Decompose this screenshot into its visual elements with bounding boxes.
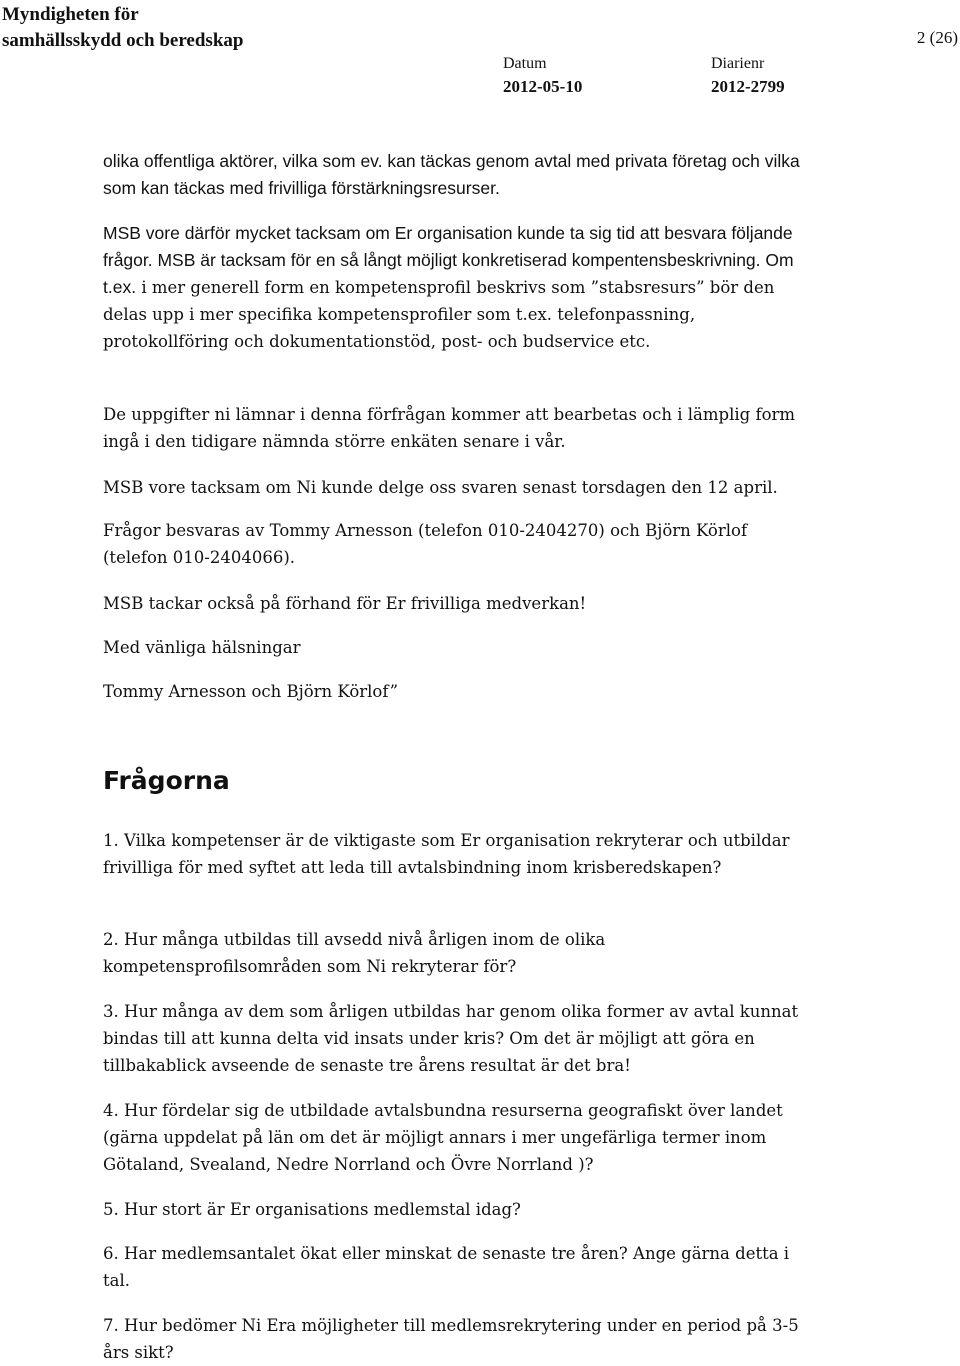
- paragraph-2: [103, 220, 803, 355]
- paragraph-5: Frågor besvaras av Tommy Arnesson (telefon 010-2404270) och Björn Körlof (telefon 010-2404066).: [103, 521, 748, 567]
- org-line-1: Myndigheten för: [2, 4, 139, 25]
- paragraph-3: De uppgifter ni lämnar i denna förfrågan kommer att bearbetas och i lämplig form ingå i den tidigare nämnda större enkäten senare i vår.: [103, 405, 796, 451]
- dnr-value: 2012-2799: [711, 77, 785, 96]
- question-2: 2. Hur många utbildas till avsedd nivå årligen inom de olika kompetensprofilsområden som Ni rekryterar för?: [103, 930, 606, 976]
- question-3: 3. Hur många av dem som årligen utbildas har genom olika former av avtal kunnat bindas till att kunna delta vid insats under kris? Om det är möjligt att göra en tillbakablick avseende de senaste tre årens resultat är det bra!: [103, 1002, 799, 1075]
- date-value: 2012-05-10: [503, 77, 583, 96]
- dnr-block: [711, 52, 785, 98]
- paragraph-4: MSB vore tacksam om Ni kunde delge oss svaren senast torsdagen den 12 april.: [103, 478, 778, 497]
- organization-name: [2, 2, 243, 54]
- paragraph-1: olika offentliga aktörer, vilka som ev. kan täckas genom avtal med privata företag och vilka som kan täckas med frivilliga förstärkningsresurser.: [103, 151, 800, 198]
- question-1: 1. Vilka kompetenser är de viktigaste som Er organisation rekryterar och utbildar frivilliga för med syftet att leda till avtalsbindning inom krisberedskapen?: [103, 831, 790, 877]
- org-line-2: samhällsskydd och beredskap: [2, 30, 244, 51]
- paragraph-2-part-1: MSB vore därför mycket tacksam om Er organisation kunde ta sig tid att besvara följande frågor. MSB är tacksam för en så långt möjligt konkretiserad kompentensbeskrivning. Om t.ex.: [103, 223, 794, 297]
- question-6: 6. Har medlemsantalet ökat eller minskat de senaste tre åren? Ange gärna detta i tal.: [103, 1244, 790, 1290]
- date-block: [503, 52, 582, 98]
- paragraph-7: Med vänliga hälsningar: [103, 638, 301, 657]
- question-4: 4. Hur fördelar sig de utbildade avtalsbundna resurserna geografiskt över landet (gärna uppdelat på län om det är möjligt annars i mer ungefärliga termer inom Götaland, Svealand, Nedre Norrland och Övre Norrland )?: [103, 1101, 783, 1174]
- paragraph-8: Tommy Arnesson och Björn Körlof”: [103, 682, 399, 701]
- dnr-label: Diarienr: [711, 55, 765, 72]
- section-heading: Frågorna: [103, 766, 230, 795]
- page-number: 2 (26): [916, 28, 958, 47]
- date-label: Datum: [503, 55, 547, 72]
- question-7: 7. Hur bedömer Ni Era möjligheter till medlemsrekrytering under en period på 3-5 års sikt?: [103, 1316, 799, 1362]
- question-5: 5. Hur stort är Er organisations medlemstal idag?: [103, 1200, 521, 1219]
- paragraph-6: MSB tackar också på förhand för Er frivilliga medverkan!: [103, 594, 587, 613]
- paragraph-2-part-2: i mer generell form en kompetensprofil beskrivs som ”stabsresurs” bör den delas upp i mer specifika kompetensprofiler som t.ex. telefonpassning, protokollföring och dokumentationstöd, post- och budservice etc.: [103, 278, 775, 351]
